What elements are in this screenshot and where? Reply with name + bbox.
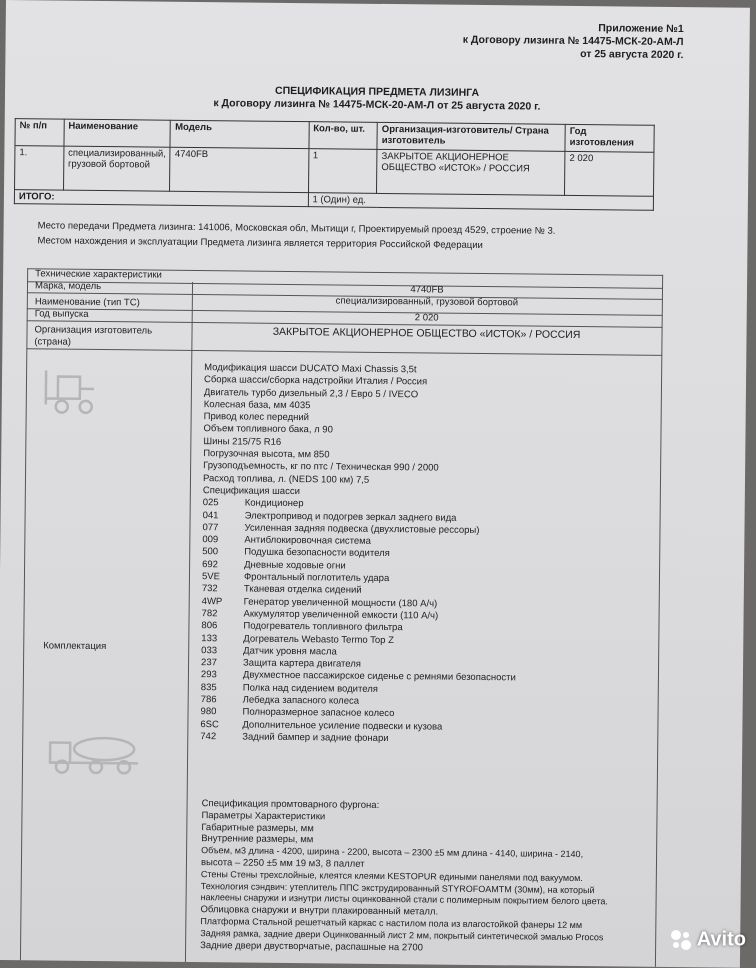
tech-row-label: Год выпуска: [35, 308, 89, 320]
operation-place: Местом нахождения и эксплуатации Предмета лизинга является территория Российской Федерации: [37, 235, 482, 251]
tech-row-label: Организация изготовитель (страна): [34, 324, 174, 349]
option-text: Подушка безопасности водителя: [244, 547, 390, 560]
option-text: Полноразмерное запасное колесо: [242, 707, 394, 720]
param-line: Двигатель турбо дизельный 2,3 / Евро 5 / IVECO: [204, 387, 519, 403]
option-code: 806: [201, 620, 243, 633]
appendix-line-2: к Договору лизинга № 14475-МСК-20-АМ-Л: [463, 34, 684, 49]
tech-row: [26, 320, 662, 356]
cell-year: 2 020: [565, 151, 654, 196]
option-code: 782: [202, 608, 244, 621]
option-code: 500: [202, 547, 244, 560]
param-line: Спецификация шасси: [203, 485, 518, 501]
total-label: ИТОГО:: [14, 190, 308, 207]
van-spec-line: Спецификация промтоварного фургона:: [202, 798, 662, 815]
van-spec-line: Технология сэндвич: утеплитель ППС экструдированный STYROFOAMTM (30мм), на который: [201, 881, 661, 898]
option-code: 742: [200, 731, 242, 744]
van-spec-line: Платформа Стальной решетчатый каркас с настилом пола из влагостойкой фанеры 12 мм: [200, 916, 660, 933]
option-text: Защита картера двигателя: [243, 658, 361, 670]
option-text: Антиблокировочная система: [244, 535, 371, 547]
option-text: Тканевая отделка сидений: [244, 584, 362, 596]
option-code: 692: [202, 559, 244, 572]
option-text: Электропривод и подогрев зеркал заднего вида: [245, 510, 457, 523]
option-text: Лебедка запасного колеса: [243, 695, 359, 707]
tech-row-value: ЗАКРЫТОЕ АКЦИОНЕРНОЕ ОБЩЕСТВО «ИСТОК» / РОССИЯ: [191, 325, 661, 342]
cell-qty: 1: [308, 149, 377, 194]
option-text: Аккумулятор увеличенной емкости (110 А/ч): [244, 608, 439, 621]
option-text: Кондиционер: [245, 498, 304, 510]
option-text: Фронтальный поглотитель удара: [244, 572, 389, 585]
option-text: Догреватель Webasto Termo Top Z: [243, 633, 394, 646]
avito-watermark: [669, 928, 746, 952]
header-qty: Кол-во, шт.: [309, 122, 378, 150]
param-line: Грузоподъемность, кг по птс / Техническая 990 / 2000: [203, 460, 518, 476]
option-text: Подогреватель топливного фильтра: [243, 621, 402, 634]
param-line: Колесная база, мм 4035: [204, 399, 519, 415]
param-line: Расход топлива, л. (NEDS 100 км) 7,5: [203, 473, 518, 489]
option-code: 033: [201, 645, 243, 658]
tech-heading: Технические характеристики: [35, 268, 162, 280]
tech-row-value: 4740FB: [192, 282, 662, 298]
van-specification: [200, 798, 662, 956]
option-code: 041: [203, 510, 245, 523]
van-spec-line: высота – 2250 ±5 мм 19 м3, 8 паллет: [201, 857, 661, 874]
tanker-truck-icon: [46, 730, 142, 775]
van-spec-line: наклеены снаружи и изнутри листы оцинкованной стали с полимерным покрытием белого цвета.: [201, 892, 661, 909]
option-text: Генератор увеличенной мощности (180 А/ч): [244, 596, 438, 609]
param-line: Шины 215/75 R16: [203, 436, 518, 452]
param-line: Привод колес передний: [204, 411, 519, 427]
option-code: 025: [203, 497, 245, 510]
param-line: Сборка шасси/сборка надстройки Италия / Россия: [204, 374, 519, 390]
option-code: 980: [200, 706, 242, 719]
cell-maker: ЗАКРЫТОЕ АКЦИОНЕРНОЕ ОБЩЕСТВО «ИСТОК» / РОССИЯ: [377, 149, 565, 195]
header-maker: Организация-изготовитель/ Страна изготовитель: [377, 122, 565, 151]
header-name: Наименование: [64, 119, 171, 147]
van-spec-line: Внутренние размеры, мм: [201, 833, 661, 850]
option-code: 4WP: [202, 596, 244, 609]
van-spec-line: Стены Стены трехслойные, клеятся клеями KESTOPUR едиными панелями под вакуумом.: [201, 869, 661, 886]
header-model: Модель: [170, 120, 308, 148]
total-value: 1 (Один) ед.: [308, 193, 654, 211]
header-num: № п/п: [15, 119, 64, 147]
option-code: 6SC: [200, 719, 242, 732]
option-code: 293: [201, 670, 243, 683]
complectation-label: Комплектация: [43, 640, 106, 652]
option-code: 237: [201, 657, 243, 670]
van-spec-line: Задняя рамка, задние двери Оцинкованный лист 2 мм, покрытый синтетической эмалью Procos: [200, 928, 660, 945]
table-row: [15, 146, 654, 197]
specification-table: [14, 118, 655, 211]
option-text: Полка над сидением водителя: [243, 682, 378, 694]
option-code: 835: [201, 682, 243, 695]
avito-logo-icon: [669, 928, 693, 952]
header-year: Год изготовления: [565, 124, 654, 152]
forklift-icon: [38, 368, 100, 415]
cell-model: 4740FB: [170, 147, 309, 192]
van-spec-line: Облицовка снаружи и внутри плакированный металл.: [200, 904, 660, 921]
option-code: 5VE: [202, 571, 244, 584]
option-code: 133: [201, 633, 243, 646]
appendix-line-3: от 25 августа 2020 г.: [580, 48, 683, 62]
tech-row-value: 2 020: [192, 310, 662, 326]
van-spec-line: Габаритные размеры, мм: [201, 822, 661, 839]
van-spec-line: Задние двери двустворчатые, распашные на 2700: [200, 940, 660, 957]
tech-spec-table: [20, 268, 663, 967]
param-line: Объем топливного бака, л 90: [203, 424, 518, 440]
van-spec-line: Параметры Характеристики: [201, 810, 661, 827]
option-code: 732: [202, 583, 244, 596]
option-code: 077: [202, 522, 244, 535]
option-item: [200, 731, 515, 747]
complectation-details: [200, 362, 519, 746]
appendix-line-1: Приложение №1: [598, 22, 684, 36]
document-title: СПЕЦИФИКАЦИЯ ПРЕДМЕТА ЛИЗИНГА: [5, 82, 749, 102]
param-line: Погрузочная высота, мм 850: [203, 448, 518, 464]
option-code: 009: [202, 534, 244, 547]
transfer-place: Место передачи Предмета лизинга: 141006, Московская обл, Мытищи г, Проектируемый проезд 4529, строение № 3.: [38, 220, 556, 236]
option-text: Дневные ходовые огни: [244, 559, 346, 571]
tech-row-label: Марка, модель: [35, 280, 101, 292]
tech-row-value: специализированный, грузовой бортовой: [192, 294, 662, 310]
tech-row-label: Наименование (тип ТС): [35, 296, 140, 308]
option-text: Усиленная задняя подвеска (двухлистовые рессоры): [244, 522, 479, 535]
option-code: 786: [201, 694, 243, 707]
cell-name: специализированный, грузовой бортовой: [63, 146, 170, 191]
van-spec-line: Объем, м3 длина - 4200, ширина - 2200, высота – 2300 ±5 мм длина - 4140, ширина - 2140,: [201, 845, 661, 862]
option-text: Дополнительное усиление подвески и кузова: [242, 719, 442, 732]
option-text: Датчик уровня масла: [243, 645, 337, 657]
avito-brand-text: Avito: [697, 928, 746, 950]
option-text: Двухместное пассажирское сиденье с ремнями безопасности: [243, 670, 516, 684]
cell-num: 1.: [15, 146, 64, 191]
param-line: Модификация шасси DUCATO Maxi Chassis 3,5t: [204, 362, 519, 378]
option-text: Задний бампер и задние фонари: [242, 731, 388, 744]
document-subtitle: к Договору лизинга № 14475-МСК-20-АМ-Л от 25 августа 2020 г.: [5, 95, 749, 115]
